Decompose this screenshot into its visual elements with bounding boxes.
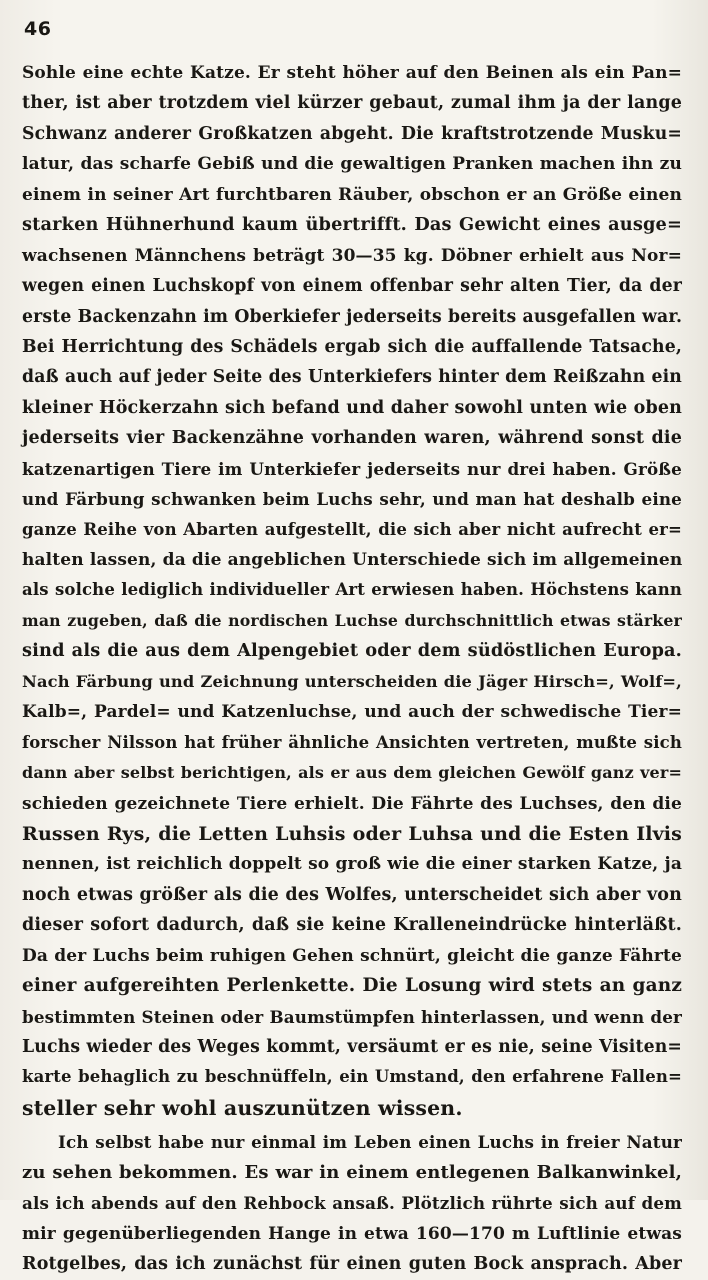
paragraph-2 <box>22 1127 682 1279</box>
text-line: steller sehr wohl auszunützen wissen. <box>22 1095 463 1120</box>
text-line: bestimmten Steinen oder Baumstümpfen hinterlassen, und wenn der <box>22 1006 682 1027</box>
text-line: einem in seiner Art furchtbaren Räuber, obschon er an Größe einen <box>22 184 682 205</box>
text-line: erste Backenzahn im Oberkiefer jederseits bereits ausgefallen war. <box>22 306 683 327</box>
text-line: starken Hühnerhund kaum übertrifft. Das Gewicht eines ausge= <box>22 214 682 236</box>
text-line: sind als die aus dem Alpengebiet oder dem südöstlichen Europa. <box>22 640 682 662</box>
text-line: Ich selbst habe nur einmal im Leben einen Luchs in freier Natur <box>58 1132 682 1153</box>
text-line: schieden gezeichnete Tiere erhielt. Die Fährte des Luchses, den die <box>22 793 682 814</box>
text-line: und Färbung schwanken beim Luchs sehr, und man hat deshalb eine <box>22 489 682 510</box>
text-line: Rotgelbes, das ich zunächst für einen guten Bock ansprach. Aber <box>22 1254 682 1275</box>
text-line: halten lassen, da die angeblichen Unterschiede sich im allgemeinen <box>22 550 683 570</box>
text-line: Luchs wieder des Weges kommt, versäumt er es nie, seine Visiten= <box>22 1037 682 1057</box>
text-line: Nach Färbung und Zeichnung unterscheiden die Jäger Hirsch=, Wolf=, <box>22 671 682 691</box>
page-number: 46 <box>24 18 52 40</box>
text-line: forscher Nilsson hat früher ähnliche Ansichten vertreten, mußte sich <box>22 732 682 752</box>
text-line: daß auch auf jeder Seite des Unterkiefers hinter dem Reißzahn ein <box>22 367 682 388</box>
text-line: Schwanz anderer Großkatzen abgeht. Die kraftstrotzende Musku= <box>22 123 682 144</box>
text-line: als solche lediglich individueller Art erwiesen haben. Höchstens kann <box>22 580 682 600</box>
text-line: Da der Luchs beim ruhigen Gehen schnürt, gleicht die ganze Fährte <box>22 945 682 966</box>
text-line: wegen einen Luchskopf von einem offenbar sehr alten Tier, da der <box>22 276 682 297</box>
text-line: ganze Reihe von Abarten aufgestellt, die sich aber nicht aufrecht er= <box>22 519 682 539</box>
text-line: Kalb=, Pardel= und Katzenluchse, und auch der schwedische Tier= <box>22 702 682 723</box>
text-line: wachsenen Männchens beträgt 30—35 kg. Döbner erhielt aus Nor= <box>22 245 682 266</box>
text-line: einer aufgereihten Perlenkette. Die Losung wird stets an ganz <box>22 975 682 997</box>
text-line: dann aber selbst berichtigen, als er aus dem gleichen Gewölf ganz ver= <box>22 763 682 783</box>
text-line: ther, ist aber trotzdem viel kürzer gebaut, zumal ihm ja der lange <box>22 93 682 114</box>
text-line: latur, das scharfe Gebiß und die gewaltigen Pranken machen ihn zu <box>22 154 682 175</box>
text-line: nennen, ist reichlich doppelt so groß wie die einer starken Katze, ja <box>22 854 682 875</box>
text-line: mir gegenüberliegenden Hange in etwa 160—170 m Luftlinie etwas <box>22 1223 682 1244</box>
text-line: Bei Herrichtung des Schädels ergab sich die auffallende Tatsache, <box>22 336 682 357</box>
text-line: katzenartigen Tiere im Unterkiefer jederseits nur drei haben. Größe <box>22 458 682 479</box>
text-line: noch etwas größer als die des Wolfes, unterscheidet sich aber von <box>22 884 682 905</box>
text-line: Russen Rys, die Letten Luhsis oder Luhsa und die Esten Ilvis <box>22 822 682 845</box>
text-line: Sohle eine echte Katze. Er steht höher auf den Beinen als ein Pan= <box>22 63 682 83</box>
text-line: dieser sofort dadurch, daß sie keine Kralleneindrücke hinterläßt. <box>22 915 682 936</box>
paragraph-1 <box>22 58 682 1123</box>
text-line: kleiner Höckerzahn sich befand und daher sowohl unten wie oben <box>22 397 682 418</box>
text-line: jederseits vier Backenzähne vorhanden waren, während sonst die <box>22 428 682 449</box>
text-line: karte behaglich zu beschnüffeln, ein Umstand, den erfahrene Fallen= <box>22 1067 682 1087</box>
text-line: zu sehen bekommen. Es war in einem entlegenen Balkanwinkel, <box>22 1161 682 1183</box>
text-line: man zugeben, daß die nordischen Luchse durchschnittlich etwas stärker <box>22 610 682 630</box>
body-text <box>22 58 682 1280</box>
text-line: als ich abends auf den Rehbock ansaß. Plötzlich rührte sich auf dem <box>22 1193 682 1214</box>
